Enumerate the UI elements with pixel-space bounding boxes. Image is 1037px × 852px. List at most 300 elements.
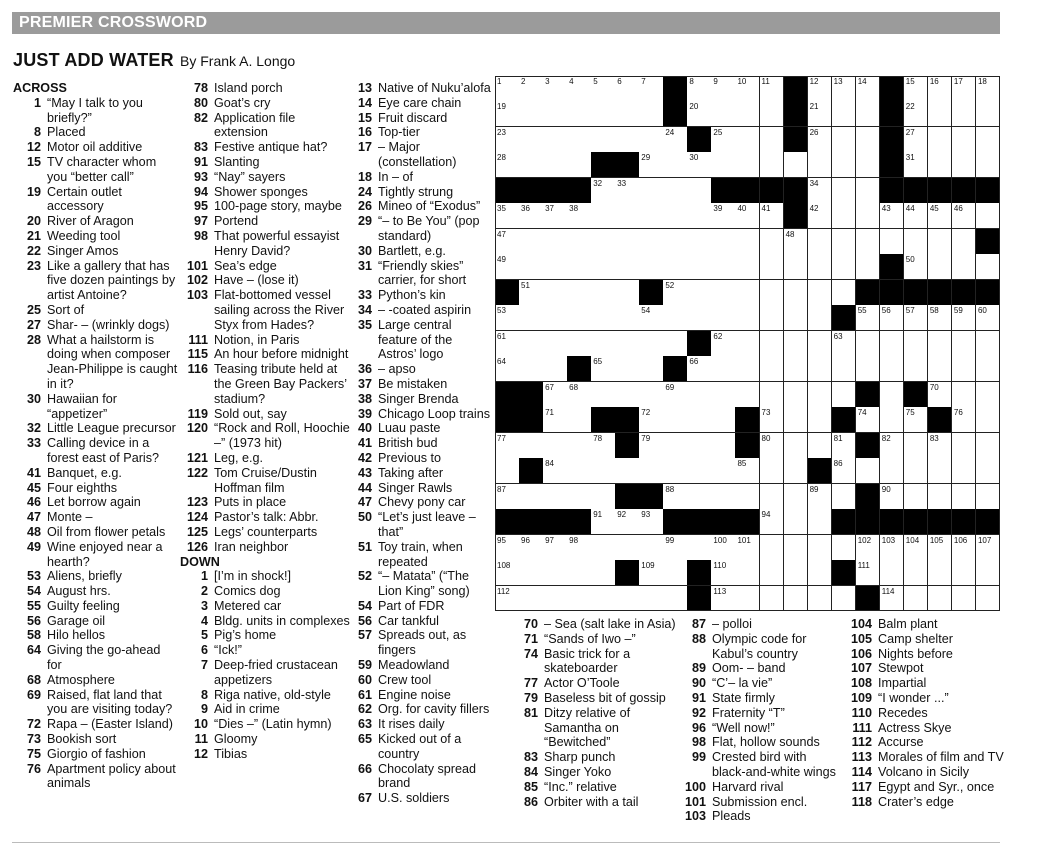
clue-item[interactable] xyxy=(180,747,352,762)
grid-cell[interactable] xyxy=(976,407,1001,433)
grid-cell[interactable] xyxy=(567,382,592,408)
grid-cell[interactable] xyxy=(567,229,592,255)
grid-cell[interactable] xyxy=(976,382,1001,408)
grid-cell[interactable] xyxy=(952,484,977,510)
clue-item[interactable] xyxy=(13,599,178,614)
clue-item[interactable] xyxy=(180,658,352,688)
grid-cell[interactable] xyxy=(567,560,592,586)
grid-cell[interactable] xyxy=(808,305,833,331)
grid-cell[interactable] xyxy=(808,101,833,127)
grid-cell[interactable] xyxy=(519,101,544,127)
grid-cell[interactable] xyxy=(615,127,640,153)
grid-cell[interactable] xyxy=(928,331,953,357)
grid-cell[interactable] xyxy=(832,203,857,229)
grid-cell[interactable] xyxy=(760,484,785,510)
clue-item[interactable] xyxy=(180,702,352,717)
grid-cell[interactable] xyxy=(567,280,592,306)
grid-cell[interactable] xyxy=(784,586,809,612)
grid-cell[interactable] xyxy=(976,484,1001,510)
grid-cell[interactable] xyxy=(639,127,664,153)
clue-item[interactable] xyxy=(678,795,843,810)
grid-cell[interactable] xyxy=(784,535,809,561)
clue-item[interactable] xyxy=(13,643,178,673)
grid-cell[interactable] xyxy=(639,305,664,331)
grid-cell[interactable] xyxy=(760,407,785,433)
grid-cell[interactable] xyxy=(543,254,568,280)
clue-item[interactable] xyxy=(844,750,1004,765)
grid-cell[interactable] xyxy=(591,305,616,331)
grid-cell[interactable] xyxy=(711,229,736,255)
grid-cell[interactable] xyxy=(639,560,664,586)
grid-cell[interactable] xyxy=(735,356,760,382)
grid-cell[interactable] xyxy=(543,127,568,153)
clue-item[interactable] xyxy=(352,510,492,540)
grid-cell[interactable] xyxy=(615,203,640,229)
grid-cell[interactable] xyxy=(760,356,785,382)
grid-cell[interactable] xyxy=(832,484,857,510)
grid-cell[interactable] xyxy=(735,305,760,331)
grid-cell[interactable] xyxy=(639,433,664,459)
clue-item[interactable] xyxy=(352,717,492,732)
clue-item[interactable] xyxy=(678,721,843,736)
clue-item[interactable] xyxy=(352,199,492,214)
grid-cell[interactable] xyxy=(591,203,616,229)
clue-item[interactable] xyxy=(13,510,178,525)
grid-cell[interactable] xyxy=(856,535,881,561)
grid-cell[interactable] xyxy=(880,382,905,408)
clue-item[interactable] xyxy=(180,111,352,141)
grid-cell[interactable] xyxy=(663,254,688,280)
grid-cell[interactable] xyxy=(591,254,616,280)
grid-cell[interactable] xyxy=(711,586,736,612)
grid-cell[interactable] xyxy=(567,152,592,178)
grid-cell[interactable] xyxy=(760,560,785,586)
grid-cell[interactable] xyxy=(495,76,520,102)
grid-cell[interactable] xyxy=(543,203,568,229)
grid-cell[interactable] xyxy=(639,203,664,229)
grid-cell[interactable] xyxy=(808,127,833,153)
grid-cell[interactable] xyxy=(543,484,568,510)
clue-item[interactable] xyxy=(352,421,492,436)
grid-cell[interactable] xyxy=(760,535,785,561)
grid-cell[interactable] xyxy=(519,280,544,306)
grid-cell[interactable] xyxy=(904,254,929,280)
clue-item[interactable] xyxy=(844,721,1004,736)
clue-item[interactable] xyxy=(352,81,492,96)
grid-cell[interactable] xyxy=(543,535,568,561)
grid-cell[interactable] xyxy=(687,101,712,127)
grid-cell[interactable] xyxy=(760,127,785,153)
clue-item[interactable] xyxy=(180,688,352,703)
grid-cell[interactable] xyxy=(784,509,809,535)
grid-cell[interactable] xyxy=(808,254,833,280)
grid-cell[interactable] xyxy=(567,331,592,357)
clue-item[interactable] xyxy=(180,495,352,510)
grid-cell[interactable] xyxy=(735,254,760,280)
grid-cell[interactable] xyxy=(856,229,881,255)
clue-item[interactable] xyxy=(352,259,492,289)
grid-cell[interactable] xyxy=(784,484,809,510)
grid-cell[interactable] xyxy=(543,382,568,408)
clue-item[interactable] xyxy=(352,466,492,481)
clue-item[interactable] xyxy=(13,614,178,629)
grid-cell[interactable] xyxy=(976,560,1001,586)
grid-cell[interactable] xyxy=(519,254,544,280)
grid-cell[interactable] xyxy=(543,331,568,357)
clue-item[interactable] xyxy=(678,735,843,750)
grid-cell[interactable] xyxy=(519,560,544,586)
clue-item[interactable] xyxy=(516,676,681,691)
clue-item[interactable] xyxy=(516,691,681,706)
grid-cell[interactable] xyxy=(687,356,712,382)
grid-cell[interactable] xyxy=(543,356,568,382)
crossword-grid[interactable] xyxy=(495,76,1000,611)
clue-item[interactable] xyxy=(352,762,492,792)
clue-item[interactable] xyxy=(180,451,352,466)
grid-cell[interactable] xyxy=(687,458,712,484)
grid-cell[interactable] xyxy=(952,305,977,331)
clue-item[interactable] xyxy=(352,318,492,362)
clue-item[interactable] xyxy=(180,170,352,185)
grid-cell[interactable] xyxy=(880,586,905,612)
grid-cell[interactable] xyxy=(591,535,616,561)
grid-cell[interactable] xyxy=(735,535,760,561)
grid-cell[interactable] xyxy=(591,484,616,510)
clue-item[interactable] xyxy=(352,96,492,111)
grid-cell[interactable] xyxy=(735,382,760,408)
grid-cell[interactable] xyxy=(735,331,760,357)
grid-cell[interactable] xyxy=(711,101,736,127)
grid-cell[interactable] xyxy=(904,535,929,561)
clue-item[interactable] xyxy=(13,421,178,436)
grid-cell[interactable] xyxy=(567,254,592,280)
clue-item[interactable] xyxy=(13,229,178,244)
clue-item[interactable] xyxy=(180,510,352,525)
grid-cell[interactable] xyxy=(880,331,905,357)
grid-cell[interactable] xyxy=(904,152,929,178)
grid-cell[interactable] xyxy=(832,433,857,459)
grid-cell[interactable] xyxy=(760,382,785,408)
clue-item[interactable] xyxy=(678,691,843,706)
grid-cell[interactable] xyxy=(711,254,736,280)
clue-item[interactable] xyxy=(352,688,492,703)
grid-cell[interactable] xyxy=(928,152,953,178)
grid-cell[interactable] xyxy=(784,356,809,382)
grid-cell[interactable] xyxy=(615,586,640,612)
clue-item[interactable] xyxy=(180,584,352,599)
clue-item[interactable] xyxy=(13,628,178,643)
clue-item[interactable] xyxy=(352,540,492,570)
grid-cell[interactable] xyxy=(808,382,833,408)
grid-cell[interactable] xyxy=(952,331,977,357)
grid-cell[interactable] xyxy=(495,229,520,255)
grid-cell[interactable] xyxy=(832,280,857,306)
grid-cell[interactable] xyxy=(615,101,640,127)
grid-cell[interactable] xyxy=(904,331,929,357)
grid-cell[interactable] xyxy=(952,407,977,433)
grid-cell[interactable] xyxy=(952,254,977,280)
grid-cell[interactable] xyxy=(784,433,809,459)
clue-item[interactable] xyxy=(352,673,492,688)
clue-item[interactable] xyxy=(516,750,681,765)
grid-cell[interactable] xyxy=(976,458,1001,484)
grid-cell[interactable] xyxy=(928,305,953,331)
clue-item[interactable] xyxy=(13,155,178,185)
clue-item[interactable] xyxy=(180,421,352,451)
clue-item[interactable] xyxy=(13,495,178,510)
grid-cell[interactable] xyxy=(952,152,977,178)
grid-cell[interactable] xyxy=(519,305,544,331)
grid-cell[interactable] xyxy=(495,152,520,178)
grid-cell[interactable] xyxy=(639,535,664,561)
grid-cell[interactable] xyxy=(591,101,616,127)
clue-item[interactable] xyxy=(180,628,352,643)
grid-cell[interactable] xyxy=(928,560,953,586)
grid-cell[interactable] xyxy=(615,229,640,255)
clue-item[interactable] xyxy=(180,525,352,540)
grid-cell[interactable] xyxy=(543,152,568,178)
grid-cell[interactable] xyxy=(591,356,616,382)
grid-cell[interactable] xyxy=(904,586,929,612)
clue-item[interactable] xyxy=(352,481,492,496)
grid-cell[interactable] xyxy=(856,203,881,229)
clue-item[interactable] xyxy=(180,288,352,332)
grid-cell[interactable] xyxy=(639,331,664,357)
clue-item[interactable] xyxy=(180,614,352,629)
grid-cell[interactable] xyxy=(928,76,953,102)
grid-cell[interactable] xyxy=(784,254,809,280)
grid-cell[interactable] xyxy=(639,407,664,433)
clue-item[interactable] xyxy=(844,632,1004,647)
grid-cell[interactable] xyxy=(928,229,953,255)
clue-item[interactable] xyxy=(844,780,1004,795)
clue-item[interactable] xyxy=(13,717,178,732)
grid-cell[interactable] xyxy=(760,280,785,306)
grid-cell[interactable] xyxy=(928,356,953,382)
clue-item[interactable] xyxy=(678,676,843,691)
grid-cell[interactable] xyxy=(760,331,785,357)
grid-cell[interactable] xyxy=(928,458,953,484)
clue-item[interactable] xyxy=(352,362,492,377)
grid-cell[interactable] xyxy=(808,178,833,204)
grid-cell[interactable] xyxy=(711,535,736,561)
grid-cell[interactable] xyxy=(784,458,809,484)
grid-cell[interactable] xyxy=(976,331,1001,357)
grid-cell[interactable] xyxy=(928,127,953,153)
clue-item[interactable] xyxy=(13,214,178,229)
clue-item[interactable] xyxy=(180,732,352,747)
clue-item[interactable] xyxy=(180,96,352,111)
grid-cell[interactable] xyxy=(711,484,736,510)
grid-cell[interactable] xyxy=(711,433,736,459)
grid-cell[interactable] xyxy=(615,331,640,357)
clue-item[interactable] xyxy=(678,809,843,824)
grid-cell[interactable] xyxy=(976,127,1001,153)
grid-cell[interactable] xyxy=(687,407,712,433)
grid-cell[interactable] xyxy=(543,101,568,127)
grid-cell[interactable] xyxy=(495,433,520,459)
grid-cell[interactable] xyxy=(952,586,977,612)
grid-cell[interactable] xyxy=(519,76,544,102)
grid-cell[interactable] xyxy=(735,152,760,178)
clue-item[interactable] xyxy=(180,81,352,96)
clue-item[interactable] xyxy=(844,647,1004,662)
grid-cell[interactable] xyxy=(663,152,688,178)
grid-cell[interactable] xyxy=(495,203,520,229)
clue-item[interactable] xyxy=(352,244,492,259)
grid-cell[interactable] xyxy=(711,356,736,382)
grid-cell[interactable] xyxy=(711,305,736,331)
grid-cell[interactable] xyxy=(543,229,568,255)
grid-cell[interactable] xyxy=(784,407,809,433)
grid-cell[interactable] xyxy=(615,178,640,204)
grid-cell[interactable] xyxy=(735,458,760,484)
clue-item[interactable] xyxy=(678,617,843,632)
grid-cell[interactable] xyxy=(832,178,857,204)
grid-cell[interactable] xyxy=(976,535,1001,561)
clue-item[interactable] xyxy=(844,795,1004,810)
grid-cell[interactable] xyxy=(591,433,616,459)
grid-cell[interactable] xyxy=(519,127,544,153)
grid-cell[interactable] xyxy=(976,586,1001,612)
grid-cell[interactable] xyxy=(519,535,544,561)
grid-cell[interactable] xyxy=(952,535,977,561)
clue-item[interactable] xyxy=(352,407,492,422)
grid-cell[interactable] xyxy=(856,254,881,280)
grid-cell[interactable] xyxy=(856,101,881,127)
clue-item[interactable] xyxy=(13,732,178,747)
clue-item[interactable] xyxy=(678,632,843,662)
grid-cell[interactable] xyxy=(591,178,616,204)
grid-cell[interactable] xyxy=(543,76,568,102)
clue-item[interactable] xyxy=(180,229,352,259)
grid-cell[interactable] xyxy=(760,152,785,178)
grid-cell[interactable] xyxy=(832,458,857,484)
grid-cell[interactable] xyxy=(639,229,664,255)
grid-cell[interactable] xyxy=(735,203,760,229)
clue-item[interactable] xyxy=(516,647,681,677)
grid-cell[interactable] xyxy=(639,76,664,102)
grid-cell[interactable] xyxy=(519,433,544,459)
grid-cell[interactable] xyxy=(952,203,977,229)
grid-cell[interactable] xyxy=(784,229,809,255)
grid-cell[interactable] xyxy=(735,280,760,306)
grid-cell[interactable] xyxy=(856,331,881,357)
grid-cell[interactable] xyxy=(808,535,833,561)
grid-cell[interactable] xyxy=(711,331,736,357)
grid-cell[interactable] xyxy=(567,535,592,561)
grid-cell[interactable] xyxy=(928,101,953,127)
grid-cell[interactable] xyxy=(760,203,785,229)
grid-cell[interactable] xyxy=(808,433,833,459)
grid-cell[interactable] xyxy=(808,152,833,178)
grid-cell[interactable] xyxy=(567,76,592,102)
grid-cell[interactable] xyxy=(495,586,520,612)
grid-cell[interactable] xyxy=(976,254,1001,280)
grid-cell[interactable] xyxy=(976,433,1001,459)
grid-cell[interactable] xyxy=(567,127,592,153)
grid-cell[interactable] xyxy=(928,433,953,459)
clue-item[interactable] xyxy=(844,691,1004,706)
grid-cell[interactable] xyxy=(904,560,929,586)
grid-cell[interactable] xyxy=(567,407,592,433)
grid-cell[interactable] xyxy=(856,152,881,178)
grid-cell[interactable] xyxy=(904,484,929,510)
grid-cell[interactable] xyxy=(639,586,664,612)
grid-cell[interactable] xyxy=(832,152,857,178)
grid-cell[interactable] xyxy=(952,101,977,127)
grid-cell[interactable] xyxy=(735,560,760,586)
grid-cell[interactable] xyxy=(904,305,929,331)
grid-cell[interactable] xyxy=(952,76,977,102)
grid-cell[interactable] xyxy=(808,560,833,586)
grid-cell[interactable] xyxy=(904,356,929,382)
clue-item[interactable] xyxy=(13,125,178,140)
grid-cell[interactable] xyxy=(687,203,712,229)
grid-cell[interactable] xyxy=(880,203,905,229)
grid-cell[interactable] xyxy=(519,331,544,357)
grid-cell[interactable] xyxy=(495,101,520,127)
grid-cell[interactable] xyxy=(495,331,520,357)
grid-cell[interactable] xyxy=(663,407,688,433)
clue-item[interactable] xyxy=(180,599,352,614)
clue-item[interactable] xyxy=(180,717,352,732)
clue-item[interactable] xyxy=(678,706,843,721)
grid-cell[interactable] xyxy=(591,331,616,357)
grid-cell[interactable] xyxy=(856,458,881,484)
clue-item[interactable] xyxy=(352,140,492,170)
grid-cell[interactable] xyxy=(808,484,833,510)
clue-item[interactable] xyxy=(352,732,492,762)
grid-cell[interactable] xyxy=(808,203,833,229)
grid-cell[interactable] xyxy=(832,356,857,382)
grid-cell[interactable] xyxy=(760,229,785,255)
clue-item[interactable] xyxy=(13,333,178,392)
grid-cell[interactable] xyxy=(735,229,760,255)
grid-cell[interactable] xyxy=(880,305,905,331)
grid-cell[interactable] xyxy=(760,586,785,612)
clue-item[interactable] xyxy=(13,185,178,215)
grid-cell[interactable] xyxy=(615,76,640,102)
clue-item[interactable] xyxy=(352,185,492,200)
grid-cell[interactable] xyxy=(711,76,736,102)
grid-cell[interactable] xyxy=(856,178,881,204)
grid-cell[interactable] xyxy=(567,484,592,510)
clue-item[interactable] xyxy=(352,628,492,658)
grid-cell[interactable] xyxy=(711,560,736,586)
clue-item[interactable] xyxy=(180,155,352,170)
grid-cell[interactable] xyxy=(735,76,760,102)
grid-cell[interactable] xyxy=(952,127,977,153)
clue-item[interactable] xyxy=(352,495,492,510)
grid-cell[interactable] xyxy=(543,407,568,433)
clue-item[interactable] xyxy=(352,214,492,244)
clue-item[interactable] xyxy=(13,140,178,155)
grid-cell[interactable] xyxy=(904,127,929,153)
grid-cell[interactable] xyxy=(904,407,929,433)
grid-cell[interactable] xyxy=(495,560,520,586)
clue-item[interactable] xyxy=(13,318,178,333)
grid-cell[interactable] xyxy=(784,331,809,357)
clue-item[interactable] xyxy=(13,303,178,318)
clue-item[interactable] xyxy=(13,259,178,303)
grid-cell[interactable] xyxy=(808,76,833,102)
clue-item[interactable] xyxy=(844,661,1004,676)
clue-item[interactable] xyxy=(844,765,1004,780)
grid-cell[interactable] xyxy=(784,280,809,306)
grid-cell[interactable] xyxy=(832,382,857,408)
grid-cell[interactable] xyxy=(615,305,640,331)
